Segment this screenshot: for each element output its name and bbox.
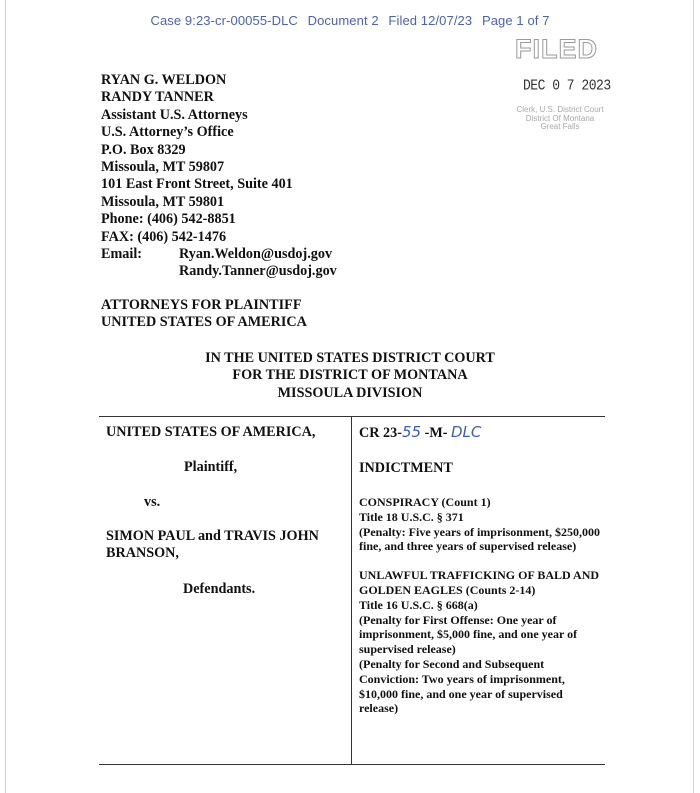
- attorney-line: FAX: (406) 542-1476: [101, 228, 227, 245]
- case-number-stamp: Case 9:23-cr-00055-DLC: [150, 13, 298, 28]
- clerk-line: District Of Montana: [525, 113, 595, 123]
- document-type: INDICTMENT: [359, 460, 453, 476]
- charge-line: (Penalty for First Offense: One year of imprisonment, $5,000 fine, and one year of supervised release): [359, 612, 578, 657]
- email-address: Ryan.Weldon@usdoj.gov: [179, 246, 333, 263]
- defendant-names: SIMON PAUL and TRAVIS JOHN BRANSON,: [106, 528, 319, 562]
- page-edge-left: [5, 0, 6, 793]
- caption-center-rule: [351, 416, 352, 765]
- filed-date-stamp: Filed 12/07/23: [388, 13, 473, 28]
- page-count-stamp: Page 1 of 7: [481, 13, 550, 28]
- filed-stamp-clerk: [505, 106, 615, 132]
- attorney-line: RYAN G. WELDON: [101, 72, 227, 88]
- clerk-line: Clerk, U.S. District Court: [516, 105, 604, 114]
- email-label: Email:: [101, 246, 142, 263]
- email-row: [101, 246, 337, 263]
- document-number-stamp: Document 2: [307, 13, 379, 28]
- attorneys-for-plaintiff: [101, 297, 307, 332]
- filed-stamp-word: FILED: [515, 34, 598, 64]
- court-line: FOR THE DISTRICT OF MONTANA: [232, 367, 468, 384]
- caption-bottom-rule: [99, 764, 605, 765]
- attorney-line: Missoula, MT 59807: [101, 159, 225, 176]
- charge-entry: [359, 568, 604, 716]
- court-line: MISSOULA DIVISION: [277, 384, 423, 401]
- attorneys-for-line: UNITED STATES OF AMERICA: [101, 314, 307, 331]
- plaintiff-party: UNITED STATES OF AMERICA,: [106, 424, 316, 440]
- defendants-label: Defendants.: [183, 581, 256, 597]
- charge-line: CONSPIRACY (Count 1): [359, 495, 491, 509]
- handwritten-case-number: 55: [401, 423, 422, 441]
- handwritten-judge-initials: DLC: [450, 423, 482, 441]
- caption-top-rule: [99, 416, 605, 417]
- charges-list: [359, 495, 604, 730]
- attorney-line: Missoula, MT 59801: [101, 193, 225, 210]
- plaintiff-label: Plaintiff,: [184, 459, 238, 475]
- versus-label: vs.: [144, 494, 161, 510]
- attorney-line: U.S. Attorney’s Office: [101, 124, 234, 141]
- ecf-header-stamp: [0, 13, 700, 28]
- charge-entry: [359, 495, 604, 554]
- attorney-line: P.O. Box 8329: [101, 141, 186, 158]
- attorney-line: RANDY TANNER: [101, 89, 214, 106]
- court-heading: [130, 350, 570, 402]
- charge-line: Title 16 U.S.C. § 668(a): [359, 597, 478, 612]
- charge-line: (Penalty: Five years of imprisonment, $250,000 fine, and three years of supervised release): [359, 524, 600, 554]
- attorneys-for-line: ATTORNEYS FOR PLAINTIFF: [101, 297, 302, 313]
- clerk-line: Great Falls: [540, 122, 580, 131]
- attorney-line: 101 East Front Street, Suite 401: [101, 176, 293, 193]
- attorney-signature-block: [101, 72, 337, 281]
- filed-stamp-date: DEC 0 7 2023: [523, 76, 611, 95]
- attorney-line: Assistant U.S. Attorneys: [101, 106, 248, 123]
- case-number: [359, 424, 481, 442]
- email-address: Randy.Tanner@usdoj.gov: [179, 263, 337, 280]
- charge-line: (Penalty for Second and Subsequent Conviction: Two years of imprisonment, $10,000 fine, and one year of supervised release): [359, 656, 565, 716]
- charge-line: Title 18 U.S.C. § 371: [359, 509, 464, 524]
- court-line: IN THE UNITED STATES DISTRICT COURT: [205, 350, 495, 366]
- attorney-line: Phone: (406) 542-8851: [101, 211, 236, 228]
- charge-line: UNLAWFUL TRAFFICKING OF BALD AND GOLDEN EAGLES (Counts 2-14): [359, 568, 600, 597]
- page-edge-right: [693, 0, 694, 793]
- case-number-mid: -M-: [424, 425, 448, 441]
- case-number-prefix: CR 23-: [359, 425, 402, 441]
